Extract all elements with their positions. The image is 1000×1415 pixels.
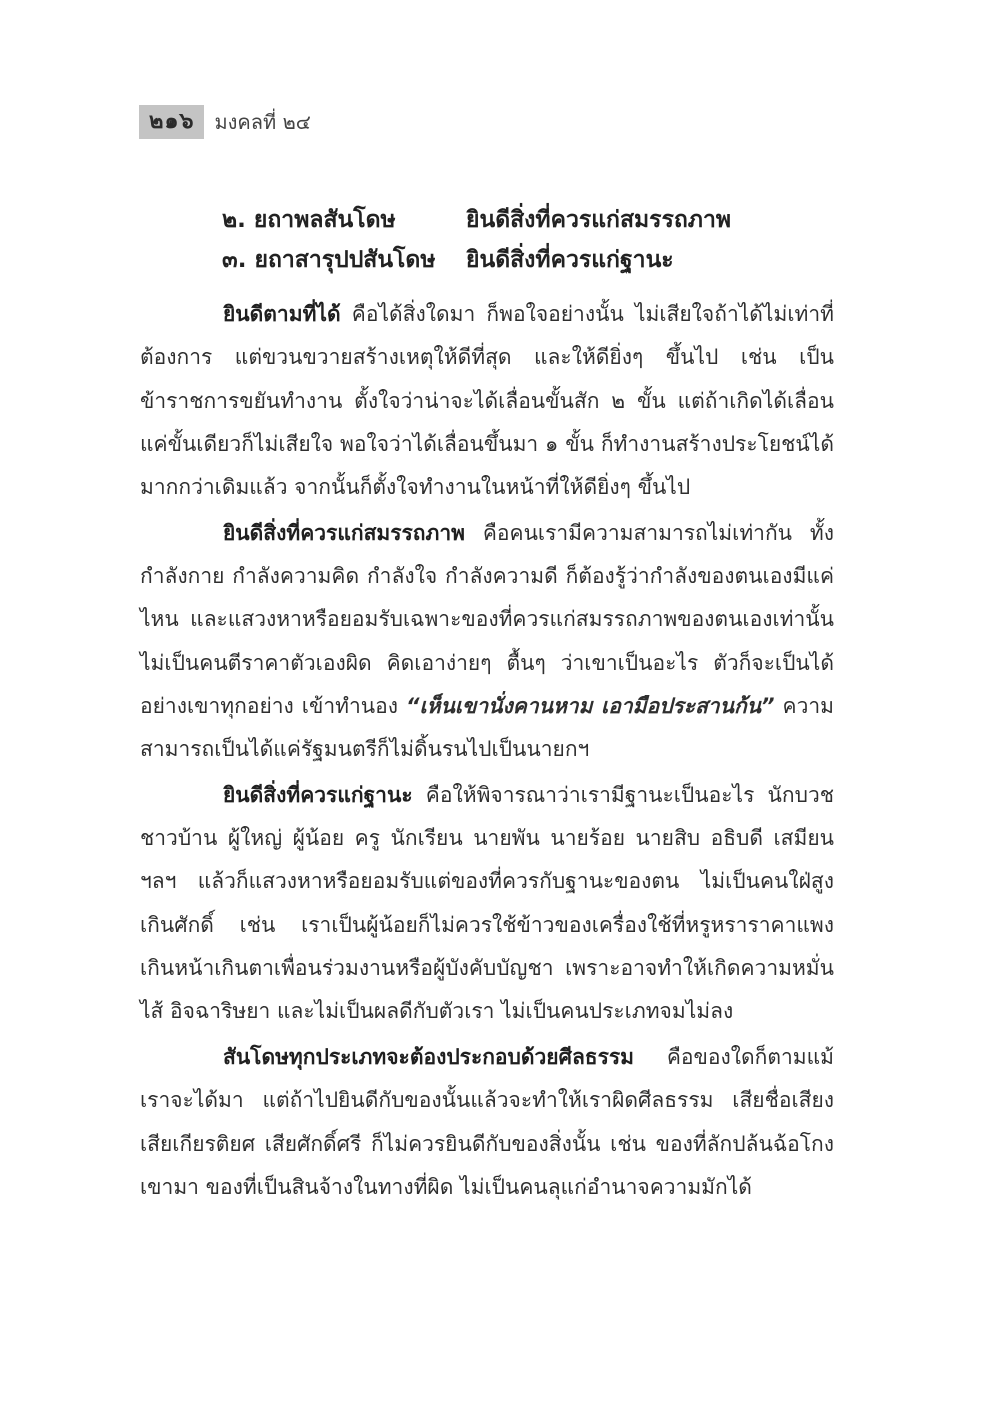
paragraph-text: คือคนเรามีความสามารถไม่เท่ากัน ทั้งกำลังกาย กำลังความคิด กำลังใจ กำลังความดี ก็ต้องรู้ว่ากำลังของตนเองมีแค่ไหน และแสวงหาหรือยอมรับเฉพาะของที่ควรแก่สมรรถภาพของตนเองเท่านั้น ไม่เป็นคนตีราคาตัวเองผิด คิดเอาง่ายๆ ตื้นๆ ว่าเขาเป็นอะไร ตัวก็จะเป็นได้อย่างเขาทุกอย่าง เข้าทำนอง <box>140 520 834 718</box>
paragraph-text: คือให้พิจารณาว่าเรามีฐานะเป็นอะไร นักบวช ชาวบ้าน ผู้ใหญ่ ผู้น้อย ครู นักเรียน นายพัน นายร้อย นายสิบ อธิบดี เสมียน ฯลฯ แล้วก็แสวงหาหรือยอมรับแต่ของที่ควรกับฐานะของตน ไม่เป็นคนใฝ่สูง เกินศักดิ์ เช่น เราเป็นผู้น้อยก็ไม่ควรใช้ข้าวของเครื่องใช้ที่หรูหราราคาแพง เกินหน้าเกินตาเพื่อนร่วมงานหรือผู้บังคับบัญชา เพราะอาจทำให้เกิดความหมั่นไส้ อิจฉาริษยา และไม่เป็นผลดีกับตัวเรา ไม่เป็นคนประเภทจมไม่ลง <box>140 782 834 1024</box>
paragraph-lead: ยินดีสิ่งที่ควรแก่ฐานะ <box>223 782 413 807</box>
paragraph <box>140 1036 834 1209</box>
paragraph-lead: ยินดีตามที่ได้ <box>223 302 341 326</box>
term-meaning: ยินดีสิ่งที่ควรแก่สมรรถภาพ <box>466 207 732 233</box>
page-number: ๒๑๖ <box>139 105 204 139</box>
term-list <box>222 200 731 280</box>
paragraph-text-after: ความสามารถเป็นได้แค่รัฐมนตรีก็ไม่ดิ้นรนไปเป็นนายกฯ <box>140 693 834 762</box>
proverb-quote: “เห็นเขานั่งคานหาม เอามือประสานก้น” <box>405 693 775 718</box>
paragraph <box>140 774 834 1034</box>
term-label: ๓. ยถาสารุปปสันโดษ <box>222 247 436 273</box>
paragraph <box>140 293 834 509</box>
page-header <box>139 104 311 140</box>
paragraph-text: คือของใดก็ตามแม้เราจะได้มา แต่ถ้าไปยินดีกับของนั้นแล้วจะทำให้เราผิดศีลธรรม เสียชื่อเสียง เสียเกียรติยศ เสียศักดิ์ศรี ก็ไม่ควรยินดีกับของสิ่งนั้น เช่น ของที่ลักปล้นฉ้อโกงเขามา ของที่เป็นสินจ้างในทางที่ผิด ไม่เป็นคนลุแก่อำนาจความมักได้ <box>140 1044 834 1199</box>
term-meaning: ยินดีสิ่งที่ควรแก่ฐานะ <box>466 247 674 273</box>
paragraph-lead: สันโดษทุกประเภทจะต้องประกอบด้วยศีลธรรม <box>223 1044 635 1069</box>
body-text <box>140 293 834 1211</box>
term-label: ๒. ยถาพลสันโดษ <box>222 207 396 233</box>
paragraph-text: คือได้สิ่งใดมา ก็พอใจอย่างนั้น ไม่เสียใจถ้าได้ไม่เท่าที่ต้องการ แต่ขวนขวายสร้างเหตุให้ดีที่สุด และให้ดียิ่งๆ ขึ้นไป เช่น เป็นข้าราชการขยันทำงาน ตั้งใจว่าน่าจะได้เลื่อนขั้นสัก ๒ ขั้น แต่ถ้าเกิดได้เลื่อนแค่ขั้นเดียวก็ไม่เสียใจ พอใจว่าได้เลื่อนขึ้นมา ๑ ขั้น ก็ทำงานสร้างประโยชน์ได้มากกว่าเดิมแล้ว จากนั้นก็ตั้งใจทำงานในหน้าที่ให้ดียิ่งๆ ขึ้นไป <box>140 302 834 500</box>
running-title: มงคลที่ ๒๔ <box>214 110 311 134</box>
paragraph-lead: ยินดีสิ่งที่ควรแก่สมรรถภาพ <box>223 520 465 545</box>
paragraph <box>140 512 834 772</box>
term-list-item <box>222 200 731 240</box>
term-list-item <box>222 240 731 280</box>
